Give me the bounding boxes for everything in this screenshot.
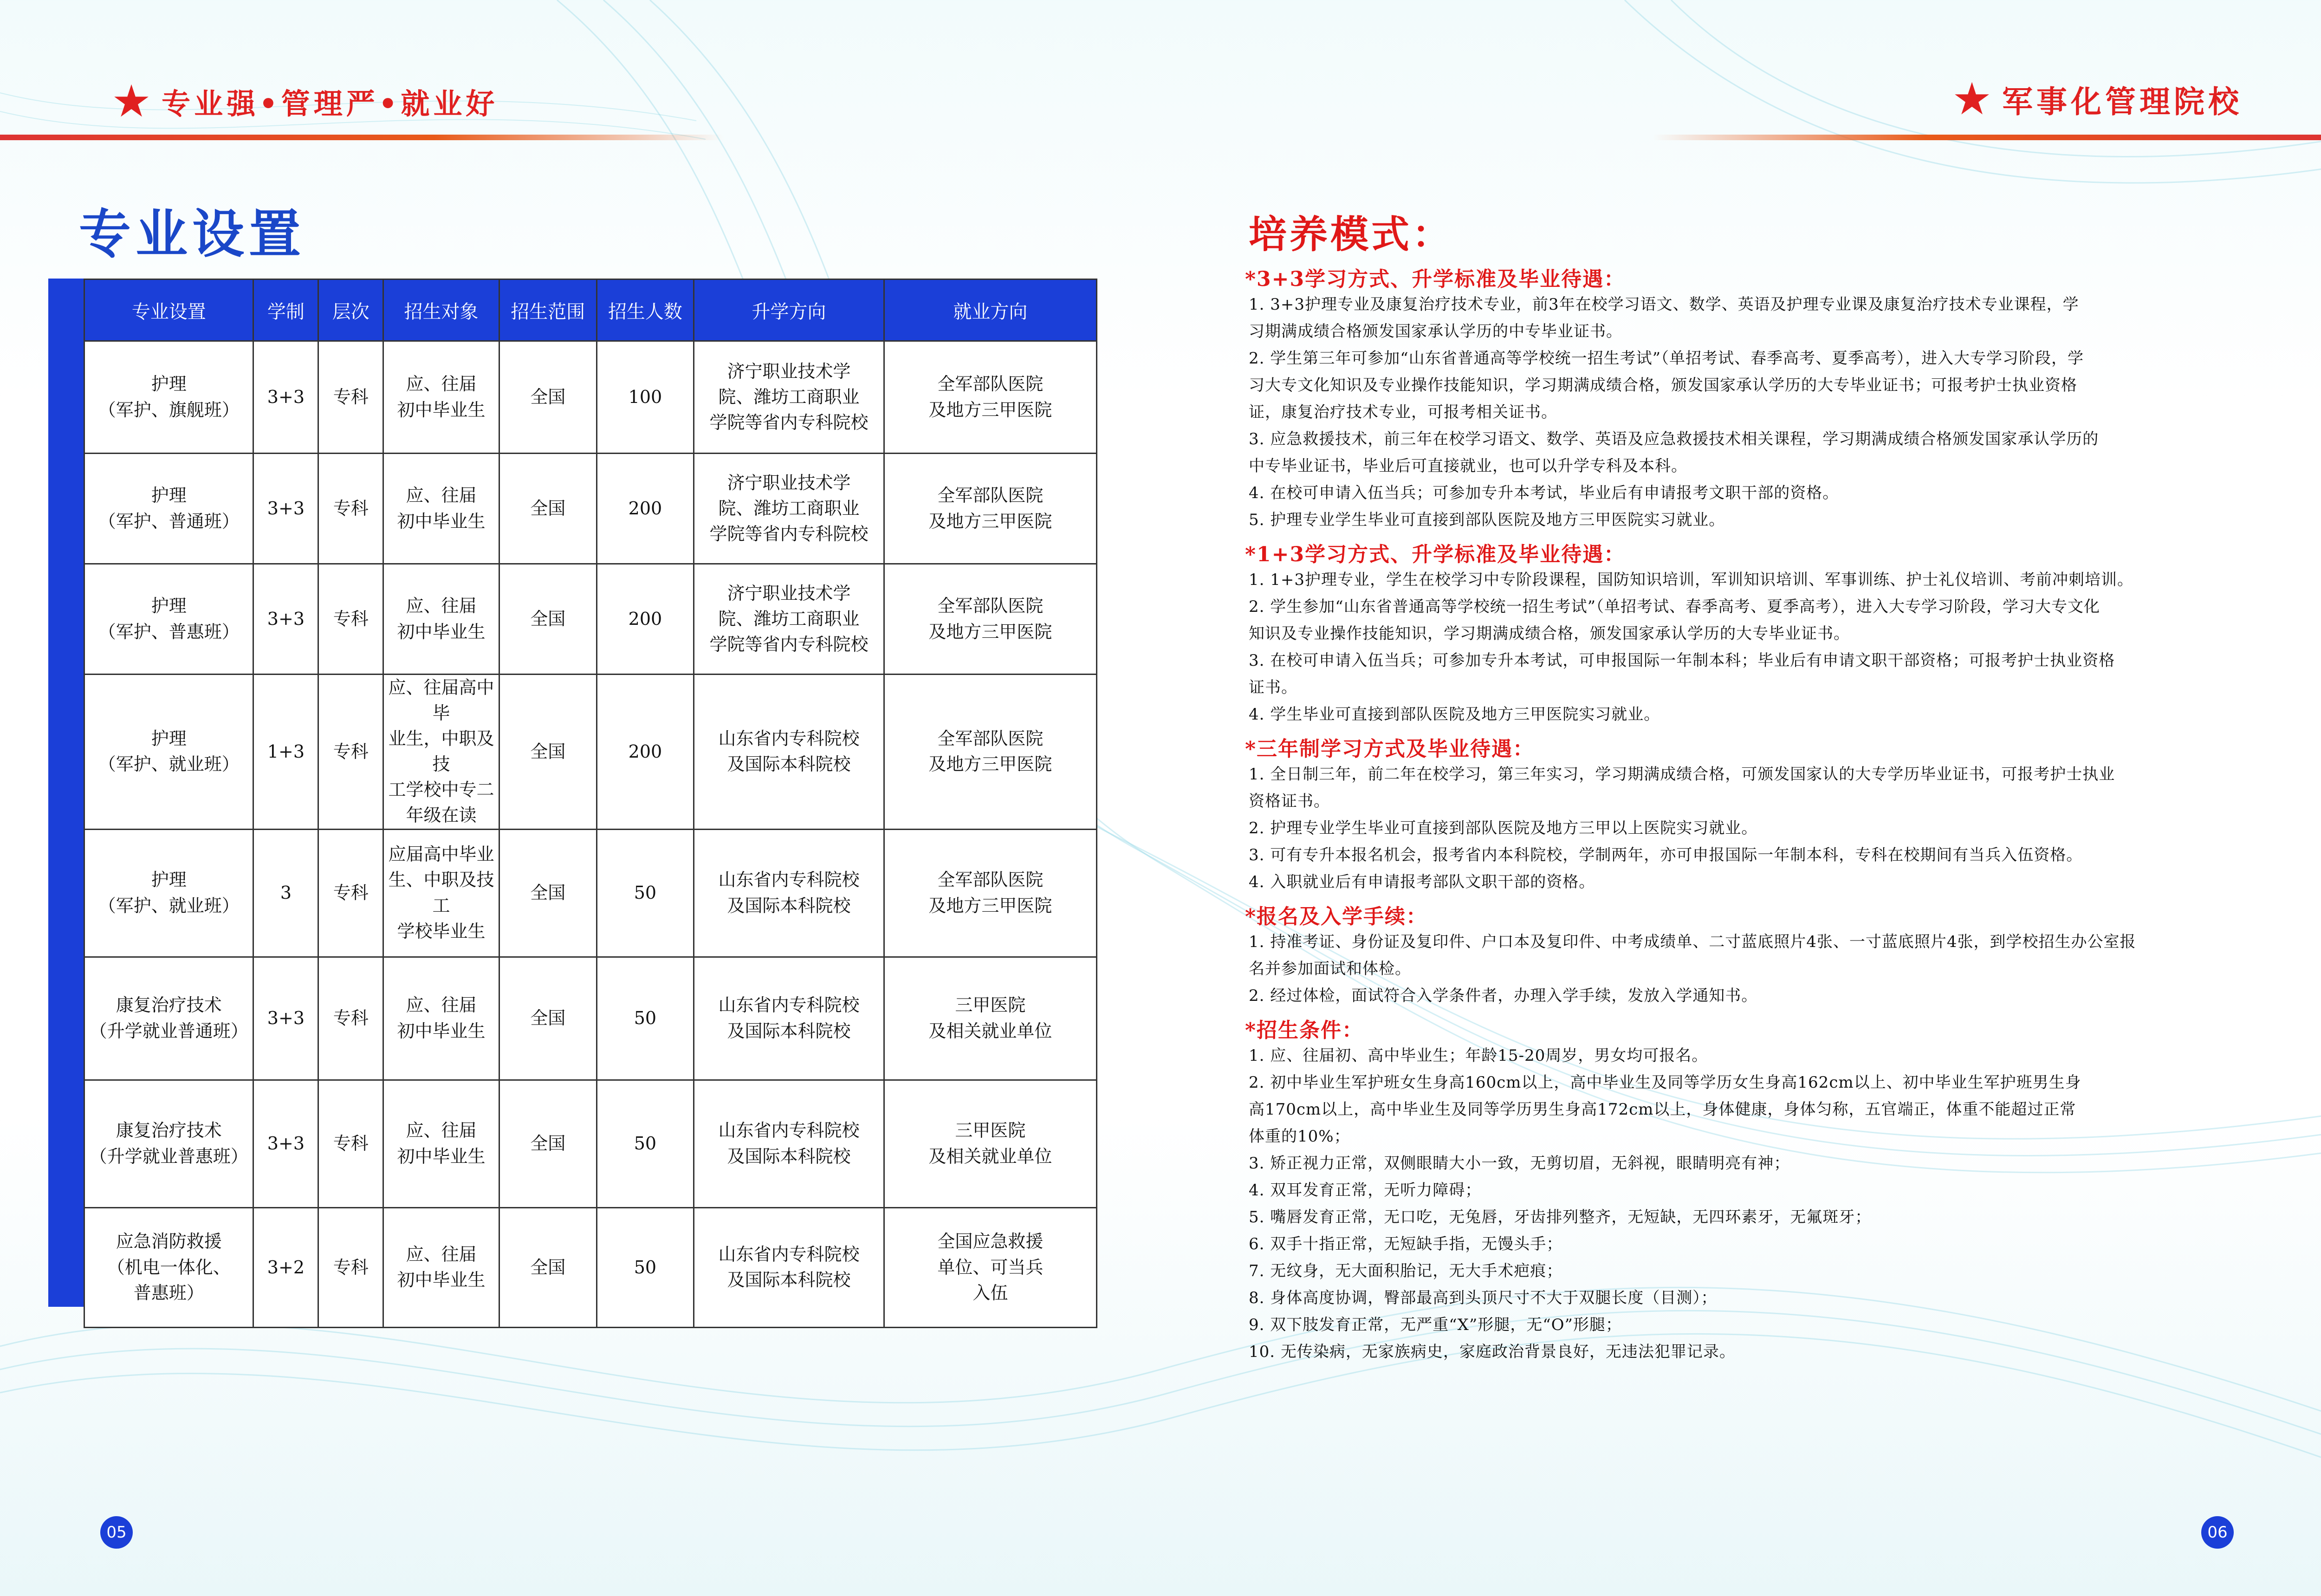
program-name-cell-line: （军护、就业班） [98, 754, 240, 775]
program-name-cell [84, 564, 253, 675]
program-name-cell-line: （升学就业普惠班） [89, 1146, 248, 1167]
target-cell-line: 应、往届 [406, 374, 477, 395]
level-cell: 专科 [318, 1080, 383, 1207]
level-cell: 专科 [318, 564, 383, 675]
body-text-line: 3. 矫正视力正常，双侧眼睛大小一致，无剪切眉，无斜视，眼睛明亮有神； [1249, 1154, 1790, 1173]
section-heading: *报名及入学手续： [1245, 905, 1428, 928]
employment-cell-line: 全军部队医院 [937, 374, 1044, 395]
further-study-cell-line: 学院等省内专科院校 [709, 634, 869, 655]
header-rule-right [1653, 135, 2321, 140]
scope-cell: 全国 [499, 341, 596, 454]
employment-cell-line: 全军部队医院 [937, 728, 1044, 749]
employment-cell-line: 及相关就业单位 [928, 1020, 1052, 1041]
program-name-cell [84, 1207, 253, 1327]
further-study-cell-line: 学院等省内专科院校 [709, 524, 869, 545]
scope-cell: 全国 [499, 957, 596, 1080]
count-cell: 100 [596, 341, 694, 454]
table-side-bar [48, 279, 84, 1307]
employment-cell-line: 三甲医院 [955, 1120, 1026, 1141]
target-cell-line: 初中毕业生 [397, 621, 486, 642]
program-name-cell-line: （升学就业普通班） [89, 1020, 248, 1041]
target-cell-line: 初中毕业生 [397, 1020, 486, 1041]
target-cell-line: 应、往届高中毕 [388, 677, 494, 724]
years-cell: 3+3 [253, 957, 318, 1080]
right-title: 培养模式： [1249, 212, 1453, 257]
page-title: 专业设置 [79, 204, 305, 265]
header-rule-left [0, 135, 724, 140]
table-row [84, 829, 1097, 957]
employment-cell-line: 及地方三甲医院 [928, 399, 1052, 420]
body-text-line: 知识及专业操作技能知识，学习期满成绩合格，颁发国家承认学历的大专毕业证书。 [1249, 624, 1850, 643]
target-cell [383, 829, 499, 957]
body-text-line: 2. 初中毕业生军护班女生身高160cm以上，高中毕业生及同等学历女生身高162cm以上、初中毕业生军护班男生身 [1249, 1073, 2081, 1092]
further-study-cell-line: 山东省内专科院校 [718, 728, 860, 749]
target-cell-line: 学校毕业生 [397, 921, 486, 941]
employment-cell-line: 三甲医院 [955, 995, 1026, 1016]
count-cell: 200 [596, 564, 694, 675]
employment-cell [884, 675, 1096, 830]
body-text-line: 证书。 [1249, 678, 1297, 697]
target-cell-line: 初中毕业生 [397, 1270, 486, 1291]
scope-cell: 全国 [499, 1207, 596, 1327]
further-study-cell [694, 675, 884, 830]
program-name-cell-line: 康复治疗技术 [116, 1120, 222, 1141]
body-text-line: 8. 身体高度协调，臀部最高到头顶尺寸不大于双腿长度（目测）； [1249, 1289, 1718, 1307]
years-cell: 3 [253, 829, 318, 957]
section-heading: *招生条件： [1245, 1019, 1364, 1042]
count-cell: 200 [596, 675, 694, 830]
column-header: 专业设置 [84, 279, 253, 341]
right-slogan: 军事化管理院校 [2002, 84, 2243, 120]
employment-cell [884, 829, 1096, 957]
program-table [84, 279, 1097, 1328]
target-cell-line: 应、往届 [406, 485, 477, 506]
target-cell-line: 初中毕业生 [397, 399, 486, 420]
employment-cell-line: 及地方三甲医院 [928, 621, 1052, 642]
program-name-cell-line: 护理 [151, 596, 187, 616]
further-study-cell-line: 山东省内专科院校 [718, 869, 860, 890]
body-text-line: 1. 3+3护理专业及康复治疗技术专业，前3年在校学习语文、数学、英语及护理专业课及康复治疗技术专业课程，学 [1249, 295, 2079, 314]
employment-cell-line: 全军部队医院 [937, 485, 1044, 506]
program-name-cell-line: 护理 [151, 374, 187, 395]
level-cell: 专科 [318, 829, 383, 957]
target-cell [383, 341, 499, 454]
employment-cell [884, 1080, 1096, 1207]
employment-cell-line: 全军部队医院 [937, 596, 1044, 616]
further-study-cell-line: 山东省内专科院校 [718, 1244, 860, 1265]
header-right [1951, 73, 2243, 125]
employment-cell [884, 1207, 1096, 1327]
table-row [84, 675, 1097, 830]
target-cell-line: 应、往届 [406, 995, 477, 1016]
employment-cell-line: 及地方三甲医院 [928, 754, 1052, 775]
target-cell-line: 年级在读 [406, 805, 477, 826]
table-row [84, 1080, 1097, 1207]
section-heading: *1+3学习方式、升学标准及毕业待遇： [1245, 543, 1626, 566]
target-cell-line: 应届高中毕业 [388, 844, 494, 865]
program-name-cell [84, 675, 253, 830]
further-study-cell [694, 957, 884, 1080]
body-text-line: 10. 无传染病，无家族病史，家庭政治背景良好，无违法犯罪记录。 [1249, 1343, 1736, 1361]
program-name-cell-line: 应急消防救援 [116, 1231, 222, 1252]
body-text-line: 3. 应急救援技术，前三年在校学习语文、数学、英语及应急救援技术相关课程，学习期满成绩合格颁发国家承认学历的 [1249, 430, 2099, 448]
body-text-line: 资格证书。 [1249, 792, 1330, 811]
body-text-line: 中专毕业证书，毕业后可直接就业，也可以升学专科及本科。 [1249, 457, 1687, 475]
section-heading: *3+3学习方式、升学标准及毕业待遇： [1245, 267, 1626, 291]
further-study-cell-line: 济宁职业技术学 [727, 472, 851, 493]
employment-cell-line: 单位、可当兵 [937, 1257, 1044, 1278]
level-cell: 专科 [318, 341, 383, 454]
column-header: 就业方向 [884, 279, 1096, 341]
column-header: 层次 [318, 279, 383, 341]
employment-cell-line: 全军部队医院 [937, 869, 1044, 890]
star-icon: ★ [111, 75, 152, 127]
column-header: 招生对象 [383, 279, 499, 341]
further-study-cell-line: 及国际本科院校 [727, 754, 851, 775]
years-cell: 3+3 [253, 341, 318, 454]
body-text-line: 4. 在校可申请入伍当兵；可参加专升本考试，毕业后有申请报考文职干部的资格。 [1249, 484, 1839, 502]
further-study-cell [694, 341, 884, 454]
column-header: 招生人数 [596, 279, 694, 341]
further-study-cell [694, 829, 884, 957]
body-text-line: 习期满成绩合格颁发国家承认学历的中专毕业证书。 [1249, 322, 1622, 341]
program-name-cell [84, 957, 253, 1080]
scope-cell: 全国 [499, 454, 596, 564]
further-study-cell [694, 564, 884, 675]
level-cell: 专科 [318, 454, 383, 564]
body-text-line: 证，康复治疗技术专业，可报考相关证书。 [1249, 403, 1557, 422]
program-name-cell-line: 护理 [151, 728, 187, 749]
target-cell-line: 生、中职及技工 [388, 869, 494, 916]
target-cell-line: 业生，中职及技 [388, 728, 494, 775]
target-cell-line: 应、往届 [406, 596, 477, 616]
body-text-line: 1. 全日制三年，前二年在校学习，第三年实习，学习期满成绩合格，可颁发国家认的大专学历毕业证书，可报考护士执业 [1249, 765, 2115, 784]
employment-cell-line: 及地方三甲医院 [928, 511, 1052, 532]
scope-cell: 全国 [499, 829, 596, 957]
target-cell [383, 1080, 499, 1207]
further-study-cell-line: 院、潍坊工商职业 [718, 498, 860, 519]
further-study-cell-line: 及国际本科院校 [727, 1020, 851, 1041]
level-cell: 专科 [318, 675, 383, 830]
program-name-cell [84, 1080, 253, 1207]
body-text-line: 4. 入职就业后有申请报考部队文职干部的资格。 [1249, 873, 1595, 891]
further-study-cell-line: 山东省内专科院校 [718, 1120, 860, 1141]
table-header-row [84, 279, 1097, 341]
count-cell: 50 [596, 957, 694, 1080]
further-study-cell [694, 1207, 884, 1327]
section-heading: *三年制学习方式及毕业待遇： [1245, 737, 1535, 761]
body-text-line: 2. 学生第三年可参加“山东省普通高等学校统一招生考试”（单招考试、春季高考、夏季高考），进入大专学习阶段，学 [1249, 349, 2084, 368]
target-cell [383, 564, 499, 675]
table-row [84, 957, 1097, 1080]
program-name-cell-line: 护理 [151, 485, 187, 506]
years-cell: 3+3 [253, 454, 318, 564]
years-cell: 3+2 [253, 1207, 318, 1327]
body-text-line: 6. 双手十指正常，无短缺手指，无馒头手； [1249, 1235, 1563, 1253]
count-cell: 200 [596, 454, 694, 564]
scope-cell: 全国 [499, 675, 596, 830]
further-study-cell-line: 及国际本科院校 [727, 895, 851, 916]
program-name-cell [84, 829, 253, 957]
program-name-cell [84, 341, 253, 454]
program-name-cell-line: （军护、就业班） [98, 895, 240, 916]
body-text-line: 2. 护理专业学生毕业可直接到部队医院及地方三甲以上医院实习就业。 [1249, 819, 1758, 837]
body-text-line: 9. 双下肢发育正常，无严重“X”形腿，无“O”形腿； [1249, 1316, 1622, 1334]
employment-cell-line: 及地方三甲医院 [928, 895, 1052, 916]
further-study-cell-line: 济宁职业技术学 [727, 361, 851, 382]
further-study-cell [694, 1080, 884, 1207]
years-cell: 1+3 [253, 675, 318, 830]
scope-cell: 全国 [499, 564, 596, 675]
body-text-line: 5. 护理专业学生毕业可直接到部队医院及地方三甲医院实习就业。 [1249, 511, 1725, 529]
program-name-cell-line: 普惠班） [133, 1282, 204, 1303]
body-text-line: 4. 双耳发育正常，无听力障碍； [1249, 1181, 1482, 1200]
count-cell: 50 [596, 1080, 694, 1207]
employment-cell-line: 全国应急救援 [937, 1231, 1044, 1252]
target-cell [383, 454, 499, 564]
further-study-cell-line: 济宁职业技术学 [727, 583, 851, 603]
further-study-cell-line: 学院等省内专科院校 [709, 412, 869, 433]
body-text-line: 4. 学生毕业可直接到部队医院及地方三甲医院实习就业。 [1249, 705, 1660, 724]
star-icon: ★ [1951, 73, 1992, 125]
employment-cell-line: 入伍 [972, 1282, 1008, 1303]
employment-cell [884, 454, 1096, 564]
level-cell: 专科 [318, 1207, 383, 1327]
further-study-cell-line: 院、潍坊工商职业 [718, 608, 860, 629]
target-cell-line: 应、往届 [406, 1120, 477, 1141]
body-text-line: 习大专文化知识及专业操作技能知识，学习期满成绩合格，颁发国家承认学历的大专毕业证书；可报考护士执业资格 [1249, 376, 2077, 395]
table-row [84, 1207, 1097, 1327]
program-name-cell [84, 454, 253, 564]
body-text-line: 1. 持准考证、身份证及复印件、户口本及复印件、中考成绩单、二寸蓝底照片4张、一寸蓝底照片4张，到学校招生办公室报 [1249, 933, 2136, 951]
page-number-right: 06 [2201, 1516, 2234, 1549]
count-cell: 50 [596, 829, 694, 957]
target-cell [383, 1207, 499, 1327]
employment-cell-line: 及相关就业单位 [928, 1146, 1052, 1167]
body-text-line: 2. 经过体检，面试符合入学条件者，办理入学手续，发放入学通知书。 [1249, 986, 1758, 1005]
program-name-cell-line: （军护、普通班） [98, 511, 240, 532]
years-cell: 3+3 [253, 564, 318, 675]
target-cell-line: 应、往届 [406, 1244, 477, 1265]
table-row [84, 564, 1097, 675]
employment-cell [884, 564, 1096, 675]
table-row [84, 341, 1097, 454]
body-text-line: 3. 可有专升本报名机会，报考省内本科院校，学制两年，亦可申报国际一年制本科，专科在校期间有当兵入伍资格。 [1249, 846, 2083, 864]
table-row [84, 454, 1097, 564]
header-left [111, 75, 499, 127]
years-cell: 3+3 [253, 1080, 318, 1207]
page-number-left: 05 [100, 1516, 133, 1549]
target-cell-line: 初中毕业生 [397, 1146, 486, 1167]
further-study-cell-line: 院、潍坊工商职业 [718, 386, 860, 407]
column-header: 升学方向 [694, 279, 884, 341]
program-name-cell-line: 护理 [151, 869, 187, 890]
further-study-cell-line: 山东省内专科院校 [718, 995, 860, 1016]
program-name-cell-line: （军护、普惠班） [98, 621, 240, 642]
count-cell: 50 [596, 1207, 694, 1327]
body-text-line: 1. 1+3护理专业，学生在校学习中专阶段课程，国防知识培训，军训知识培训、军事训练、护士礼仪培训、考前冲刺培训。 [1249, 571, 2133, 589]
body-text-line: 7. 无纹身，无大面积胎记，无大手术疤痕； [1249, 1262, 1563, 1280]
further-study-cell [694, 454, 884, 564]
table-body [84, 341, 1097, 1328]
body-text-line: 1. 应、往届初、高中毕业生；年龄15-20周岁，男女均可报名。 [1249, 1046, 1708, 1065]
left-slogan: 专业强•管理严•就业好 [162, 86, 499, 121]
body-text-line: 高170cm以上，高中毕业生及同等学历男生身高172cm以上，身体健康，身体匀称，五官端正，体重不能超过正常 [1249, 1100, 2076, 1119]
further-study-cell-line: 及国际本科院校 [727, 1270, 851, 1291]
program-name-cell-line: （机电一体化、 [107, 1257, 231, 1278]
employment-cell [884, 341, 1096, 454]
further-study-cell-line: 及国际本科院校 [727, 1146, 851, 1167]
target-cell-line: 工学校中专二 [388, 779, 494, 800]
body-text-line: 体重的10%； [1249, 1127, 1350, 1146]
body-text-line: 3. 在校可申请入伍当兵；可参加专升本考试，可申报国际一年制本科；毕业后有申请文职干部资格；可报考护士执业资格 [1249, 651, 2115, 670]
target-cell-line: 初中毕业生 [397, 511, 486, 532]
target-cell [383, 957, 499, 1080]
body-text-line: 2. 学生参加“山东省普通高等学校统一招生考试”（单招考试、春季高考、夏季高考），进入大专学习阶段，学习大专文化 [1249, 597, 2101, 616]
scope-cell: 全国 [499, 1080, 596, 1207]
target-cell [383, 675, 499, 830]
program-name-cell-line: 康复治疗技术 [116, 995, 222, 1016]
employment-cell [884, 957, 1096, 1080]
level-cell: 专科 [318, 957, 383, 1080]
column-header: 学制 [253, 279, 318, 341]
column-header: 招生范围 [499, 279, 596, 341]
body-text-line: 名并参加面试和体检。 [1249, 960, 1411, 978]
program-name-cell-line: （军护、旗舰班） [98, 399, 240, 420]
body-text-line: 5. 嘴唇发育正常，无口吃，无兔唇，牙齿排列整齐，无短缺，无四环素牙，无氟斑牙； [1249, 1208, 1872, 1226]
